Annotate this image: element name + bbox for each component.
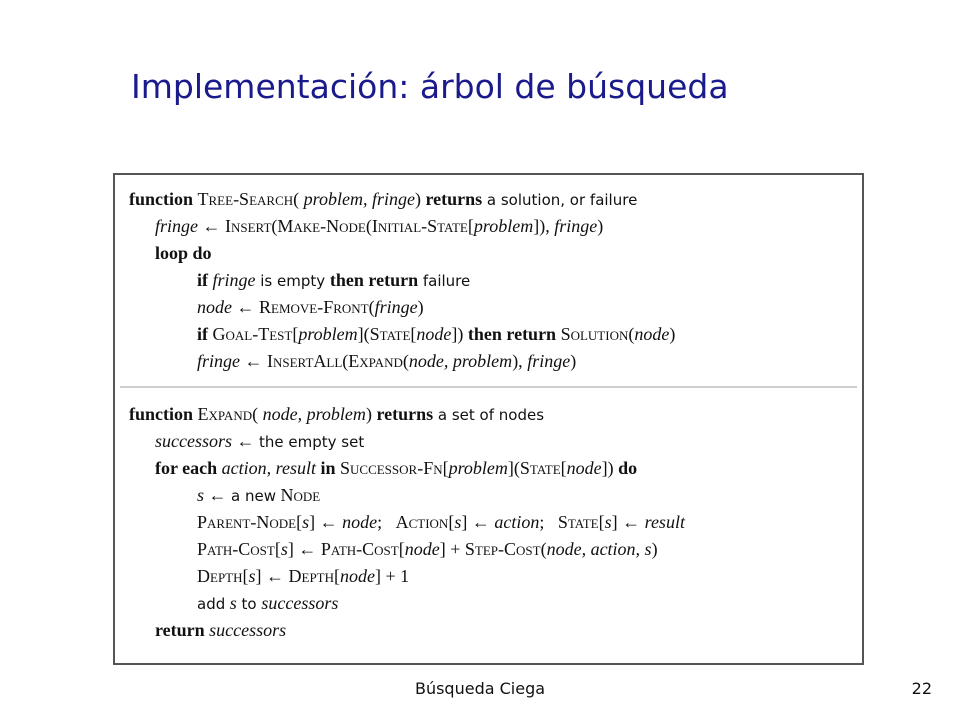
fn-call: Parent-Node: [197, 512, 297, 532]
text: the empty set: [259, 433, 365, 451]
fn-call: Path-Cost: [197, 539, 275, 559]
punct: ): [365, 404, 377, 424]
var: fringe: [197, 351, 240, 371]
keyword: if: [197, 270, 213, 290]
arrow: ←: [240, 351, 267, 371]
fn-call: State: [557, 512, 599, 532]
punct: ;: [377, 512, 396, 532]
var: action, result: [221, 458, 316, 478]
keyword: loop: [155, 243, 189, 263]
var: successors: [155, 431, 232, 451]
keyword: then return: [467, 324, 557, 344]
var: node: [634, 324, 670, 344]
var: problem: [448, 458, 508, 478]
var: fringe: [155, 216, 198, 236]
var: node: [197, 297, 232, 317]
code-line-remove-front: [197, 295, 424, 319]
keyword: then return: [329, 270, 419, 290]
tree-search-header: [129, 187, 637, 212]
punct: ](: [357, 324, 370, 344]
punct: (: [271, 216, 278, 236]
fn-call: Remove-Front: [259, 297, 369, 317]
params: node, problem: [262, 404, 366, 424]
fn-call: State: [519, 458, 561, 478]
punct: [: [334, 566, 341, 586]
code-line-successors-init: [155, 429, 364, 454]
var: s: [280, 539, 288, 559]
punct: ;: [539, 512, 558, 532]
var: fringe: [554, 216, 598, 236]
fn-call: State: [369, 324, 411, 344]
fn-call: Solution: [560, 324, 629, 344]
keyword: do: [618, 458, 638, 478]
code-line-assignments: [197, 510, 685, 534]
punct: (: [365, 216, 372, 236]
var: fringe: [212, 270, 256, 290]
keyword-function: function: [129, 404, 194, 424]
arrow: ←: [232, 431, 259, 451]
var: node: [566, 458, 602, 478]
code-line-insert-all: [197, 349, 576, 373]
return-text: a solution, or failure: [482, 191, 638, 209]
section-divider: [120, 386, 857, 388]
var: node: [340, 566, 376, 586]
slide-title: Implementación: árbol de búsqueda: [131, 67, 729, 106]
punct: [: [467, 216, 474, 236]
text: failure: [418, 272, 471, 290]
punct: (: [293, 189, 304, 209]
punct: [: [560, 458, 567, 478]
keyword: for each: [155, 458, 218, 478]
punct: [: [292, 324, 299, 344]
var: fringe: [374, 297, 418, 317]
var: node, problem: [408, 351, 513, 371]
var: problem: [473, 216, 534, 236]
punct: (: [540, 539, 547, 559]
punct: (: [368, 297, 375, 317]
punct: [: [296, 512, 303, 532]
return-text: a set of nodes: [433, 406, 545, 424]
code-line-return: [155, 618, 286, 642]
punct: ] ←: [461, 512, 495, 532]
var: successors: [261, 593, 339, 613]
code-line-goal-test: [197, 322, 675, 346]
fn-call: Action: [395, 512, 449, 532]
punct: ),: [512, 351, 528, 371]
punct: ]): [601, 458, 619, 478]
punct: ] ←: [255, 566, 289, 586]
code-line-for-each: [155, 456, 637, 480]
punct: (: [402, 351, 409, 371]
punct: [: [274, 539, 281, 559]
fn-call: Path-Cost: [320, 539, 399, 559]
code-line-depth: [197, 564, 409, 588]
var: result: [644, 512, 685, 532]
algorithm-box: [113, 173, 864, 665]
keyword-function: function: [129, 189, 194, 209]
fn-call: Insert: [225, 216, 272, 236]
code-line-insert: [155, 214, 603, 238]
arrow: ←: [198, 216, 225, 236]
var: s: [302, 512, 310, 532]
punct: (: [252, 404, 263, 424]
keyword-returns: returns: [425, 189, 483, 209]
punct: [: [598, 512, 605, 532]
code-line-add: [197, 591, 338, 616]
var: node: [342, 512, 378, 532]
keyword: return: [155, 620, 205, 640]
var: s: [229, 593, 237, 613]
punct: [: [448, 512, 455, 532]
var: node: [416, 324, 452, 344]
fn-call: Make-Node: [277, 216, 366, 236]
var: successors: [209, 620, 287, 640]
punct: ): [414, 189, 426, 209]
punct: ): [417, 297, 424, 317]
code-line-new-node: [197, 483, 320, 508]
text: add: [197, 595, 226, 613]
page-number: 22: [911, 679, 932, 698]
punct: ): [597, 216, 604, 236]
punct: [: [398, 539, 405, 559]
var: problem: [298, 324, 358, 344]
keyword: in: [315, 458, 340, 478]
var: fringe: [527, 351, 571, 371]
punct: ): [651, 539, 658, 559]
var: s: [604, 512, 612, 532]
fn-call: Step-Cost: [464, 539, 541, 559]
keyword-returns: returns: [376, 404, 434, 424]
function-name: Tree-Search: [197, 189, 294, 209]
params: problem, fringe: [303, 189, 415, 209]
text: a new: [231, 487, 276, 505]
keyword: do: [188, 243, 212, 263]
punct: [: [242, 566, 249, 586]
punct: ](: [507, 458, 520, 478]
code-line-loop: [155, 241, 212, 265]
punct: ] ←: [611, 512, 645, 532]
fn-call: InsertAll: [267, 351, 343, 371]
arrow: ←: [204, 485, 232, 505]
keyword: if: [197, 324, 213, 344]
footer-title: Búsqueda Ciega: [414, 679, 546, 698]
code-line-if-empty: [197, 268, 470, 293]
punct: (: [342, 351, 349, 371]
text: to: [236, 595, 262, 613]
var: node: [404, 539, 440, 559]
var: action: [494, 512, 540, 532]
var: s: [454, 512, 462, 532]
punct: ] +: [439, 539, 465, 559]
fn-call: Node: [280, 485, 321, 505]
fn-call: Successor-Fn: [340, 458, 443, 478]
punct: [: [410, 324, 417, 344]
fn-call: Expand: [348, 351, 403, 371]
var: s: [197, 485, 205, 505]
punct: ] + 1: [375, 566, 410, 586]
punct: ] ←: [287, 539, 321, 559]
punct: ]),: [533, 216, 555, 236]
fn-call: Goal-Test: [212, 324, 293, 344]
punct: [: [442, 458, 449, 478]
punct: (: [628, 324, 635, 344]
fn-call: Depth: [197, 566, 243, 586]
function-name: Expand: [197, 404, 253, 424]
code-line-path-cost: [197, 537, 658, 561]
fn-call: Depth: [288, 566, 335, 586]
punct: ]): [451, 324, 468, 344]
punct: ): [570, 351, 577, 371]
arrow: ←: [232, 297, 259, 317]
text: is empty: [255, 272, 330, 290]
fn-call: Initial-State: [371, 216, 468, 236]
punct: ] ←: [309, 512, 343, 532]
expand-header: [129, 402, 544, 427]
punct: ): [669, 324, 676, 344]
var: node, action, s: [546, 539, 652, 559]
var: s: [248, 566, 256, 586]
